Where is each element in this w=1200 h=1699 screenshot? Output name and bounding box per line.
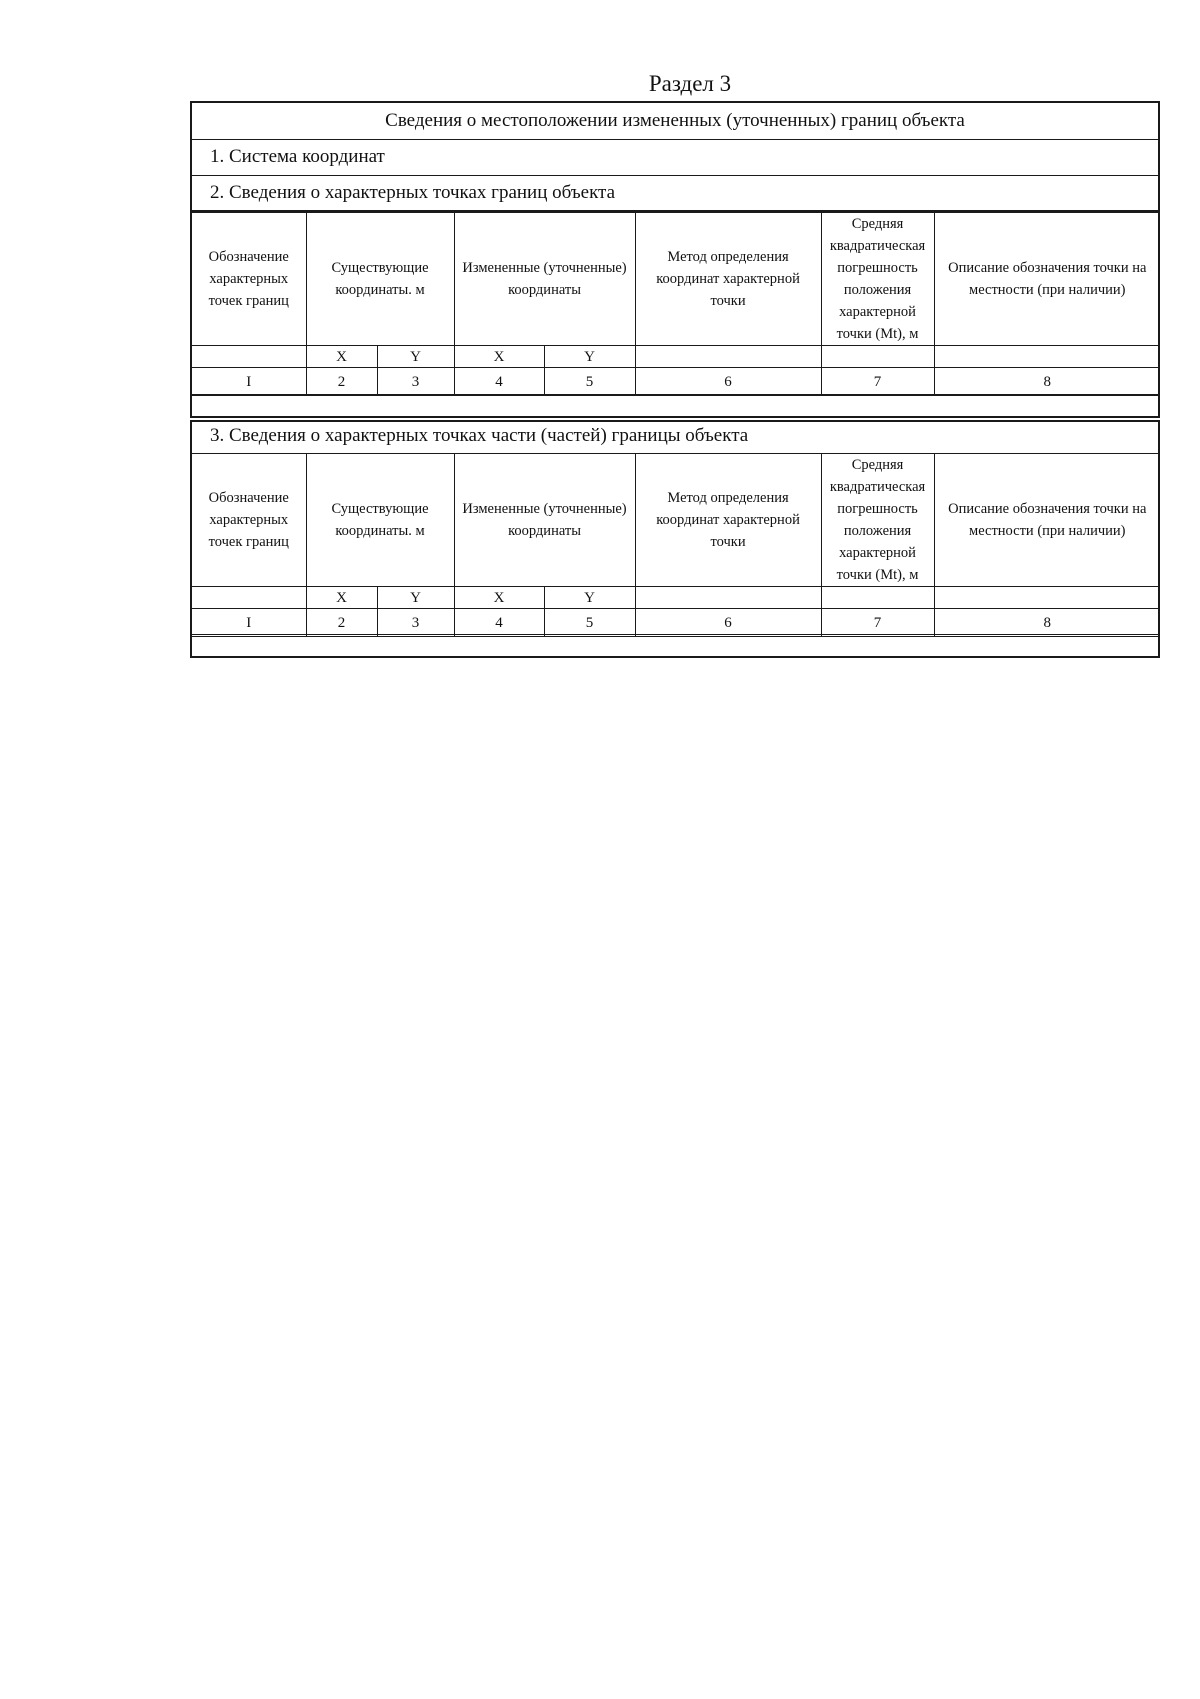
boundary-parts-block [190,420,1160,658]
table-cell [821,587,934,609]
col-changed-coords-header: Измененные (уточненные) координаты [454,454,635,587]
column-number-row [192,368,1160,396]
table-title: Сведения о местоположении измененных (уточненных) границ объекта [385,110,965,131]
table-cell [192,587,306,609]
column-number: 6 [635,368,821,396]
col-description-header: Описание обозначения точки на местности (при наличии) [934,213,1160,346]
coord-label: X [454,587,544,609]
section-title: Раздел 3 [648,71,732,96]
column-number: 4 [454,368,544,396]
column-number: 5 [544,609,635,637]
table-cell [635,587,821,609]
col-existing-coords-header: Существующие координаты. м [306,454,454,587]
column-number: 4 [454,609,544,637]
coord-axis-row [192,587,1160,609]
boundary-parts-heading: 3. Сведения о характерных точках части (частей) границы объекта [210,425,749,446]
col-changed-coords-header: Измененные (уточненные) координаты [454,213,635,346]
col-method-header: Метод определения координат характерной точки [635,213,821,346]
column-number: 8 [934,368,1160,396]
column-number: 7 [821,368,934,396]
boundary-parts-table [192,454,1160,637]
table-cell [192,346,306,368]
coord-label: Y [377,587,454,609]
column-number: 2 [306,368,377,396]
column-number-row [192,609,1160,637]
column-number: I [192,368,306,396]
header-row [192,454,1160,587]
table-cell [635,346,821,368]
divider [192,394,1158,395]
boundary-points-table [192,213,1160,396]
header-row [192,213,1160,346]
boundary-points-heading: 2. Сведения о характерных точках границ объекта [210,182,616,203]
coord-label: X [306,587,377,609]
coord-label: X [306,346,377,368]
col-description-header: Описание обозначения точки на местности (при наличии) [934,454,1160,587]
column-number: 6 [635,609,821,637]
col-mean-error-header: Средняя квадратическая погрешность положения характерной точки (Mt), м [821,454,934,587]
table-cell [934,587,1160,609]
column-number: 8 [934,609,1160,637]
divider [192,634,1158,635]
table-cell [821,346,934,368]
boundary-info-block [190,101,1160,418]
column-number: 5 [544,368,635,396]
column-number: 2 [306,609,377,637]
column-number: 7 [821,609,934,637]
column-number: 3 [377,609,454,637]
column-number: I [192,609,306,637]
table-cell [934,346,1160,368]
col-existing-coords-header: Существующие координаты. м [306,213,454,346]
column-number: 3 [377,368,454,396]
col-point-designation-header: Обозначение характерных точек границ [192,213,306,346]
coordinate-system-label: 1. Система координат [210,146,385,167]
coord-axis-row [192,346,1160,368]
coord-label: Y [544,346,635,368]
coord-label: Y [377,346,454,368]
col-point-designation-header: Обозначение характерных точек границ [192,454,306,587]
coord-label: X [454,346,544,368]
col-method-header: Метод определения координат характерной точки [635,454,821,587]
coord-label: Y [544,587,635,609]
col-mean-error-header: Средняя квадратическая погрешность положения характерной точки (Mt), м [821,213,934,346]
